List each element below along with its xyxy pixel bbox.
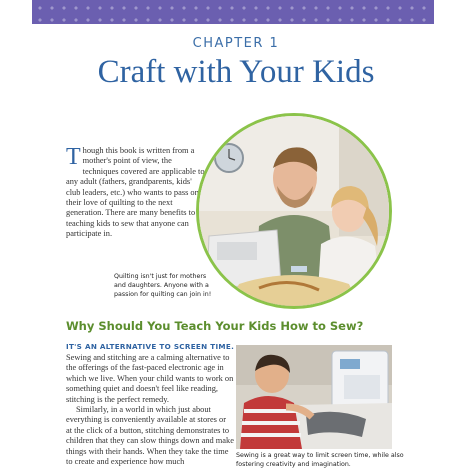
photo-caption-1: Quilting isn't just for mothers and daughters. Anyone with a passion for quilting can join in! (114, 273, 212, 298)
photo-illustration-2 (236, 345, 392, 449)
photo-caption-2: Sewing is a great way to limit screen time, while also fostering creativity and imagination. (236, 452, 404, 468)
subheading: IT'S AN ALTERNATIVE TO SCREEN TIME. (66, 342, 235, 351)
intro-paragraph (66, 146, 206, 240)
decorative-banner (32, 0, 434, 24)
body-text (66, 353, 234, 467)
photo-father-daughter-sewing (196, 113, 392, 309)
section-heading: Why Should You Teach Your Kids How to Sew? (66, 319, 364, 333)
photo-illustration (199, 116, 389, 306)
photo-boy-sewing-machine (236, 345, 392, 449)
drop-cap: T (66, 144, 81, 170)
body-paragraph-2: Similarly, in a world in which just about everything is conveniently available at stores or at the click of a button, stitching demonstrates to children that they can slow things down and make things with their hands. When they take the time to create and experience how much (66, 405, 234, 467)
body-paragraph-1: Sewing and stitching are a calming alternative to the offerings of the fast-paced electronic age in which we live. When your child wants to work on something quiet and doesn't feel like reading, stitching is the perfect remedy. (66, 353, 234, 404)
page-title: Craft with Your Kids (97, 54, 375, 90)
intro-text: hough this book is written from a mother's point of view, the techniques covered are applicable to any adult (fathers, grandparents, kids' club leaders, etc.) who wants to pass on their love of quilting to the next generation. There are many benefits to teaching kids to sew that anyone can participate in. (66, 146, 205, 239)
chapter-label: CHAPTER 1 (192, 36, 280, 51)
